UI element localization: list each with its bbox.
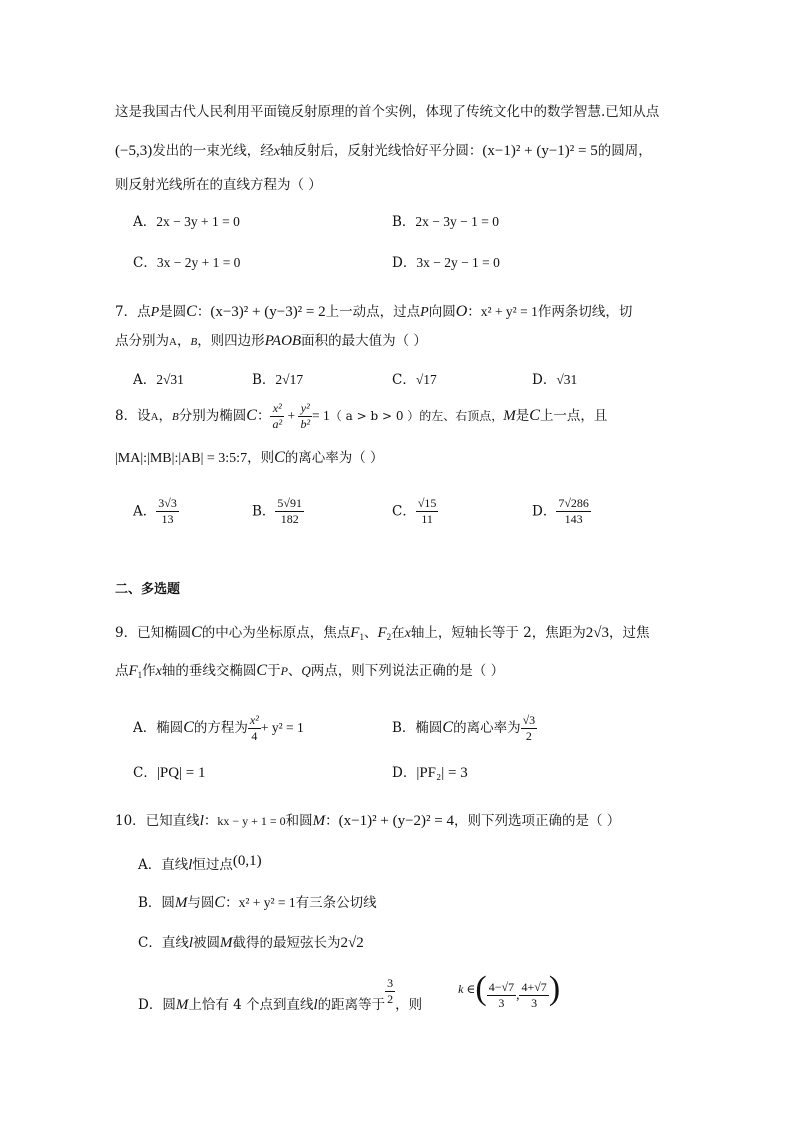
q10-text: 10．已知直线 [115, 813, 200, 829]
q9-var-c: C [442, 719, 454, 736]
frac-den: 11 [421, 512, 433, 526]
option-label: D． [392, 255, 417, 271]
q10-option-b[interactable] [138, 893, 377, 912]
q7-number: 7． [115, 304, 138, 320]
q7-text: 面积的最大值为（ ） [301, 333, 427, 349]
q10-var-l: l [188, 935, 194, 951]
q8-var-c: C [529, 407, 540, 424]
frac-num: 5√91 [277, 496, 303, 510]
q10-var-m: M [175, 997, 189, 1013]
q8-var-c: C [246, 407, 257, 424]
q8-option-d[interactable] [532, 496, 591, 527]
option-frac [156, 496, 179, 527]
q8-text: 分别为椭圆 [178, 408, 247, 424]
q9-f1-sub: 1 [137, 670, 143, 680]
q10-k-interval: k ∈ [458, 982, 476, 996]
frac-num: x² [249, 713, 259, 727]
q10-var-m: M [312, 813, 326, 829]
option-text: D．圆 [138, 997, 176, 1013]
frac-den: 2 [387, 992, 394, 1006]
frac-den: a² [272, 417, 283, 431]
frac-num: x² [270, 401, 284, 417]
q7-circle-o-eq: x² + y² = 1 [480, 304, 538, 319]
q7-circle-c-eq: (x−3)² + (y−3)² = 2 [210, 304, 326, 320]
q9-x-var: x [155, 664, 162, 679]
q8-option-a[interactable] [133, 496, 179, 527]
option-text: B．圆 [138, 895, 175, 911]
q8-rhs: = 1 [312, 408, 330, 423]
q10-line1 [115, 812, 620, 830]
q9-option-c[interactable] [133, 764, 205, 782]
q9-text: 点 [115, 663, 129, 679]
option-frac [556, 496, 591, 527]
q7-text: 点 [137, 304, 151, 320]
frac-den: 4 [251, 729, 258, 743]
q7-text: 是圆 [159, 304, 187, 320]
option-text: 被圆 [193, 935, 221, 951]
option-text: B．椭圆 [392, 720, 443, 736]
option-frac [519, 980, 548, 1011]
option-text: 与圆 [187, 895, 215, 911]
q7-var-c: C [186, 303, 197, 320]
q8-number: 8．设 [115, 408, 151, 424]
q10-option-a[interactable] [138, 852, 262, 874]
option-value: 3x − 2y + 1 = 0 [156, 255, 241, 270]
q10-option-c[interactable] [138, 934, 364, 952]
q9-line2 [115, 661, 504, 681]
q9-f1: F [350, 625, 360, 641]
q9-var-c: C [191, 624, 202, 641]
frac-den: b² [300, 417, 311, 431]
q9-text: 在 [391, 625, 405, 641]
frac-num: 4+√7 [521, 980, 547, 994]
q8-text: 的离心率为（ ） [284, 450, 384, 466]
q7-text: ： [467, 304, 481, 320]
q6-line3: 则反射光线所在的直线方程为（ ） [115, 177, 322, 193]
q9-f2-sub: 2 [386, 632, 392, 642]
q9-x-var: x [404, 626, 411, 641]
q7-var-p: P [420, 305, 429, 320]
q6-text: 发出的一束光线，经 [152, 143, 274, 159]
q7-text: 作两条切线，切 [537, 304, 633, 320]
paren-open: ( [475, 970, 487, 1007]
q9-text: 于 [267, 663, 281, 679]
frac-num: 4−√7 [488, 980, 515, 994]
q7-option-a[interactable] [133, 372, 184, 388]
option-label: C． [133, 765, 157, 781]
q8-cond: （ a > b > 0 ）的左、右顶点， [329, 409, 504, 423]
frac-den: 3 [498, 996, 505, 1010]
q6-option-c[interactable] [133, 255, 240, 271]
q8-var-c: C [274, 449, 285, 466]
q7-var-a: A [169, 336, 177, 348]
q9-text: 的中心为坐标原点，焦点 [201, 625, 351, 641]
q6-option-d[interactable] [392, 255, 500, 271]
q10-circle-c-eq: x² + y² = 1 [238, 895, 296, 910]
q6-line1: 这是我国古代人民利用平面镜反射原理的首个实例，体现了传统文化中的数学智慧.已知从点 [115, 104, 660, 120]
option-value: 3x − 2y − 1 = 0 [416, 255, 500, 270]
q8-var-m: M [503, 408, 516, 424]
option-text: 的离心率为 [453, 720, 521, 736]
q8-plus: + [284, 408, 299, 423]
q7-text: ， [176, 333, 191, 349]
option-frac [487, 980, 516, 1011]
option-text: 的方程为 [193, 720, 248, 736]
q10-text: ： [325, 813, 339, 829]
q6-option-b[interactable] [392, 214, 499, 230]
q9-sep: 、 [363, 625, 378, 641]
q8-var-b: B [172, 411, 179, 423]
option-label: D． [532, 372, 557, 388]
q6-option-a[interactable] [133, 214, 240, 230]
option-label: B． [252, 503, 276, 520]
option-label: D． [532, 503, 557, 520]
q10-var-m: M [174, 895, 188, 911]
q10-chord-value: 2√2 [340, 935, 364, 951]
q7-quad: PAOB [264, 333, 302, 349]
q7-line1 [115, 302, 632, 322]
option-label: D． [392, 765, 417, 781]
q9-text: 9．已知椭圆 [115, 625, 192, 641]
frac-num: 3√3 [158, 496, 177, 510]
q8-option-b[interactable] [252, 496, 304, 527]
q7-option-b[interactable] [252, 372, 303, 388]
q9-var-q: Q [301, 663, 311, 678]
q9-option-d[interactable] [392, 764, 468, 782]
q9-text: 轴的垂线交椭圆 [161, 663, 257, 679]
q7-option-d[interactable] [532, 372, 577, 388]
q9-text: 两点，则下列说法正确的是（ ） [310, 663, 505, 679]
q9-var-c: C [256, 662, 268, 679]
q10-point: (0,1) [232, 853, 262, 869]
frac-den: 182 [280, 512, 299, 526]
q9-focal: 2√3 [585, 625, 609, 641]
option-text: C．直线 [138, 935, 189, 951]
q9-text: ，过焦 [608, 625, 650, 641]
frac-num: 3 [387, 976, 394, 990]
q7-var-o: O [455, 303, 468, 320]
q6-point: (−5,3) [115, 143, 153, 159]
frac-num: y² [298, 401, 312, 417]
q9-f1: F [128, 663, 138, 679]
option-value: √17 [415, 372, 437, 387]
q7-text: 向圆 [428, 304, 456, 320]
comma: , [516, 987, 520, 1002]
q8-line2 [115, 448, 384, 468]
option-value: |PQ| = 1 [156, 765, 206, 781]
option-label: C． [133, 255, 157, 271]
q9-var-p: P [280, 664, 288, 678]
q9-text: 作 [142, 663, 156, 679]
q6-line2 [115, 142, 652, 161]
q8-text: 上一点，且 [539, 408, 608, 424]
q10-var-l: l [199, 813, 204, 829]
option-math: + y² = 1 [260, 720, 304, 735]
option-value: |PF₂| = 3 [416, 765, 468, 781]
q10-var-m: M [220, 935, 233, 951]
option-text: ，则 [395, 997, 423, 1013]
q8-var-a: A [150, 411, 159, 423]
frac-num: √3 [522, 713, 536, 727]
q7-option-c[interactable] [392, 372, 437, 388]
option-text: A．直线 [138, 857, 189, 873]
q6-text: 的圆周， [597, 143, 652, 159]
q8-ellipse-frac-x [270, 401, 284, 432]
option-text: ： [225, 895, 239, 911]
q7-text: 点分别为 [115, 333, 169, 349]
option-text: 有三条公切线 [295, 895, 377, 911]
section-heading: 二、多选题 [115, 582, 181, 597]
q10-line-eq: kx − y + 1 = 0 [217, 814, 286, 828]
q9-option-a[interactable] [133, 712, 304, 744]
option-value: 2x − 3y + 1 = 0 [156, 214, 240, 229]
q10-var-c: C [214, 894, 226, 911]
frac-num: √15 [417, 496, 437, 510]
q10-circle-eq: (x−1)² + (y−2)² = 4 [338, 813, 454, 829]
q6-x-var: x [273, 144, 280, 159]
frac-den: 2 [525, 729, 532, 743]
option-label: C． [392, 503, 416, 520]
option-value: 2x − 3y − 1 = 0 [415, 214, 500, 229]
q9-option-b[interactable] [392, 712, 537, 744]
option-label: A． [133, 372, 157, 388]
option-frac [416, 496, 439, 527]
option-frac [275, 496, 304, 527]
q10-var-l: l [188, 857, 193, 873]
frac-num: 7√286 [558, 496, 589, 510]
option-value: √31 [556, 372, 578, 387]
option-label: C． [392, 372, 416, 388]
q9-var-c: C [183, 719, 194, 736]
q10-var-l: l [313, 997, 318, 1013]
paren-close: ) [548, 970, 561, 1007]
option-text: A．椭圆 [133, 720, 184, 736]
option-label: B． [252, 372, 276, 388]
q8-sep: ， [158, 408, 173, 424]
q9-text: 轴上，短轴长等于 2，焦距为 [410, 625, 586, 641]
q7-var-p: P [150, 305, 160, 320]
option-frac [248, 713, 261, 744]
q7-text: ： [196, 304, 211, 320]
option-frac [521, 713, 538, 744]
frac-den: 143 [564, 512, 583, 526]
q7-line2 [115, 332, 427, 350]
q7-text: 上一动点，过点 [325, 304, 421, 320]
q9-f1-sub: 1 [359, 632, 364, 642]
frac-den: 13 [161, 512, 174, 526]
q7-text: ，则四边形 [197, 333, 265, 349]
q9-text: 、 [287, 663, 302, 679]
option-text: 截得的最短弦长为 [232, 935, 341, 951]
option-label: B． [392, 214, 416, 230]
frac-den: 3 [531, 996, 538, 1010]
option-value: 2√31 [156, 372, 184, 387]
option-text: 上恰有 4 个点到直线 [188, 997, 314, 1013]
option-label: A． [133, 503, 157, 520]
q6-circle-eq: (x−1)² + (y−1)² = 5 [482, 143, 598, 159]
q9-line1 [115, 623, 649, 643]
option-text: 的距离等于 [317, 997, 386, 1013]
q6-text: 轴反射后，反射光线恰好平分圆： [279, 143, 483, 159]
q8-option-c[interactable] [392, 496, 438, 527]
option-text: 恒过点 [192, 857, 233, 873]
q8-ellipse-frac-y [298, 401, 312, 432]
q8-text: ，则 [247, 450, 275, 466]
q10-text: 和圆 [285, 813, 313, 829]
q7-var-b: B [190, 336, 198, 348]
q10-option-d[interactable] [138, 972, 560, 1022]
q8-text: ： [256, 408, 271, 424]
option-label: A． [133, 214, 157, 230]
option-frac [385, 976, 395, 1007]
q8-text: 是 [515, 408, 530, 424]
q9-f2: F [377, 625, 387, 641]
q10-text: ，则下列选项正确的是（ ） [453, 813, 621, 829]
q8-ratio: |MA|:|MB|:|AB| = 3:5:7 [115, 451, 248, 466]
q8-line1 [115, 400, 607, 433]
option-value: 2√17 [275, 372, 304, 387]
q10-text: ： [203, 813, 218, 829]
